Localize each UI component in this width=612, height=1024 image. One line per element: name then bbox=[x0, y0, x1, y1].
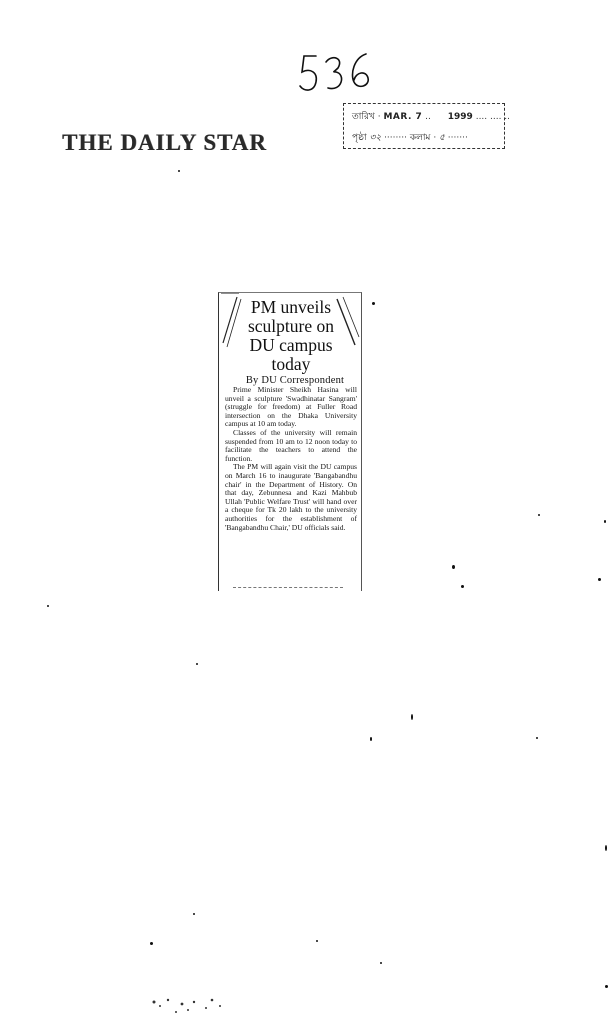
article-paragraph: The PM will again visit the DU campus on March 16 to inaugurate 'Bangabandhu chair' in the Department of History. On that day, Zebunnesa and Kazi Mahbub Ullah 'Public Welfare Trust' will hand over a cheque for Tk 20 lakh to the university authorities for the establishment of 'Bangabandhu Chair,' DU officials said. bbox=[225, 462, 357, 532]
stamp-date-label: তারিখ bbox=[352, 112, 375, 122]
article-paragraph: Prime Minister Sheikh Hasina will unveil a sculpture 'Swadhinatar Sangram' (struggle for freedom) at Fuller Road intersection on the Dhaka University campus at 10 am today. bbox=[225, 385, 357, 429]
scan-speck bbox=[47, 605, 49, 607]
scan-speck bbox=[538, 514, 540, 516]
scan-speck bbox=[536, 737, 538, 739]
handwritten-page-number bbox=[296, 48, 376, 100]
scan-speck bbox=[605, 985, 608, 988]
scan-speck bbox=[178, 170, 180, 172]
newspaper-masthead: THE DAILY STAR bbox=[62, 130, 267, 155]
clipping-bottom-edge bbox=[233, 587, 343, 589]
scan-speck bbox=[380, 962, 382, 964]
stamp-date-row: তারিখ · MAR. 7 .. 1999 .... .... .. bbox=[352, 112, 511, 122]
scan-smudge bbox=[148, 994, 238, 1016]
scan-speck bbox=[605, 845, 607, 851]
stamp-page-value: ৩২ bbox=[369, 133, 382, 143]
article-headline: PM unveils sculpture on DU campus today bbox=[247, 297, 335, 374]
scan-speck bbox=[411, 714, 413, 720]
news-clipping bbox=[218, 292, 362, 591]
scan-speck bbox=[598, 578, 601, 581]
scan-speck bbox=[193, 913, 195, 915]
stamp-column-label: কলাম bbox=[409, 133, 431, 143]
article-paragraph: Classes of the university will remain suspended from 10 am to 12 noon today to facilitate the teachers to attend the function. bbox=[225, 427, 357, 463]
stamp-year: 1999 bbox=[447, 112, 473, 122]
scan-speck bbox=[452, 565, 455, 569]
article-body bbox=[225, 386, 357, 532]
page-number-handwriting bbox=[296, 48, 376, 100]
stamp-date-value: MAR. 7 bbox=[383, 112, 423, 122]
scan-speck bbox=[370, 737, 372, 741]
scan-speck bbox=[316, 940, 318, 942]
date-stamp bbox=[343, 103, 511, 149]
scan-speck bbox=[372, 302, 375, 305]
scan-speck bbox=[196, 663, 198, 665]
scan-speck bbox=[461, 585, 464, 588]
scan-speck bbox=[604, 520, 606, 523]
article-byline: By DU Correspondent bbox=[245, 375, 345, 386]
stamp-page-row: পৃষ্ঠা ৩২ ········ কলাম · ৫ ······· bbox=[352, 133, 468, 143]
stamp-page-label: পৃষ্ঠা bbox=[352, 133, 367, 143]
stamp-column-value: ৫ bbox=[439, 133, 445, 143]
scan-speck bbox=[150, 942, 153, 945]
